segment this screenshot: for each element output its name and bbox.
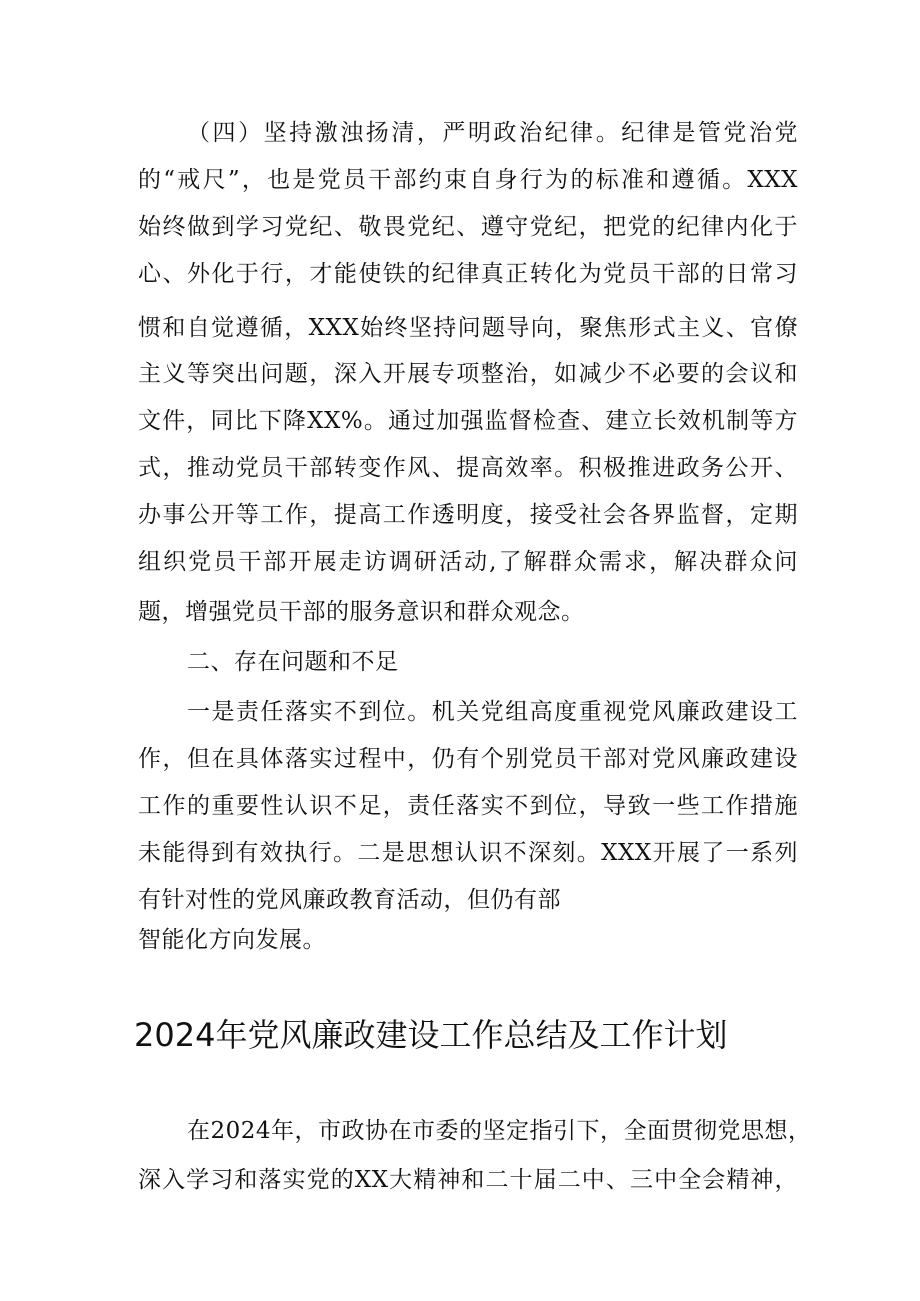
paragraph-line: 始终做到学习党纪、敬畏党纪、遵守党纪，把党的纪律内化于 [138,214,798,240]
section-heading: 二、存在问题和不足 [187,649,399,675]
paragraph-line: 惯和自觉遵循，XXX始终坚持问题导向，聚焦形式主义、官僚 [138,315,798,341]
paragraph-line: 办事公开等工作，提高工作透明度，接受社会各界监督，定期 [138,502,798,528]
paragraph-line: 工作的重要性认识不足，责任落实不到位，导致一些工作措施 [138,793,798,819]
paragraph-line: 有针对性的党风廉政教育活动，但仍有部 [138,887,561,913]
paragraph-line: 题，增强党员干部的服务意识和群众观念。 [138,599,585,625]
paragraph-line: 组织党员干部开展走访调研活动,了解群众需求，解决群众问 [138,549,798,575]
paragraph-line: 文件，同比下降XX%。通过加强监督检查、建立长效机制等方 [138,408,798,434]
paragraph-line: 的“戒尺”，也是党员干部约束自身行为的标准和遵循。XXX [138,167,798,193]
paragraph-line: 一是责任落实不到位。机关党组高度重视党风廉政建设工 [187,699,798,725]
paragraph-line: 式，推动党员干部转变作风、提高效率。积极推进政务公开、 [138,455,798,481]
paragraph-line: 未能得到有效执行。二是思想认识不深刻。XXX开展了一系列 [138,840,798,866]
document-title: 2024年党风廉政建设工作总结及工作计划 [134,1016,728,1054]
paragraph-line: 智能化方向发展。 [138,927,326,953]
paragraph-line: 作，但在具体落实过程中，仍有个别党员干部对党风廉政建设 [138,746,798,772]
paragraph-line: 深入学习和落实党的XX大精神和二十届二中、三中全会精神， [138,1167,798,1193]
paragraph-line: 主义等突出问题，深入开展专项整治，如减少不必要的会议和 [138,361,798,387]
paragraph-line: 心、外化于行，才能使铁的纪律真正转化为党员干部的日常习 [138,261,798,287]
paragraph-line: 在2024年，市政协在市委的坚定指引下，全面贯彻党思想， [187,1118,812,1144]
paragraph-line: （四）坚持激浊扬清，严明政治纪律。纪律是管党治党 [187,120,798,146]
